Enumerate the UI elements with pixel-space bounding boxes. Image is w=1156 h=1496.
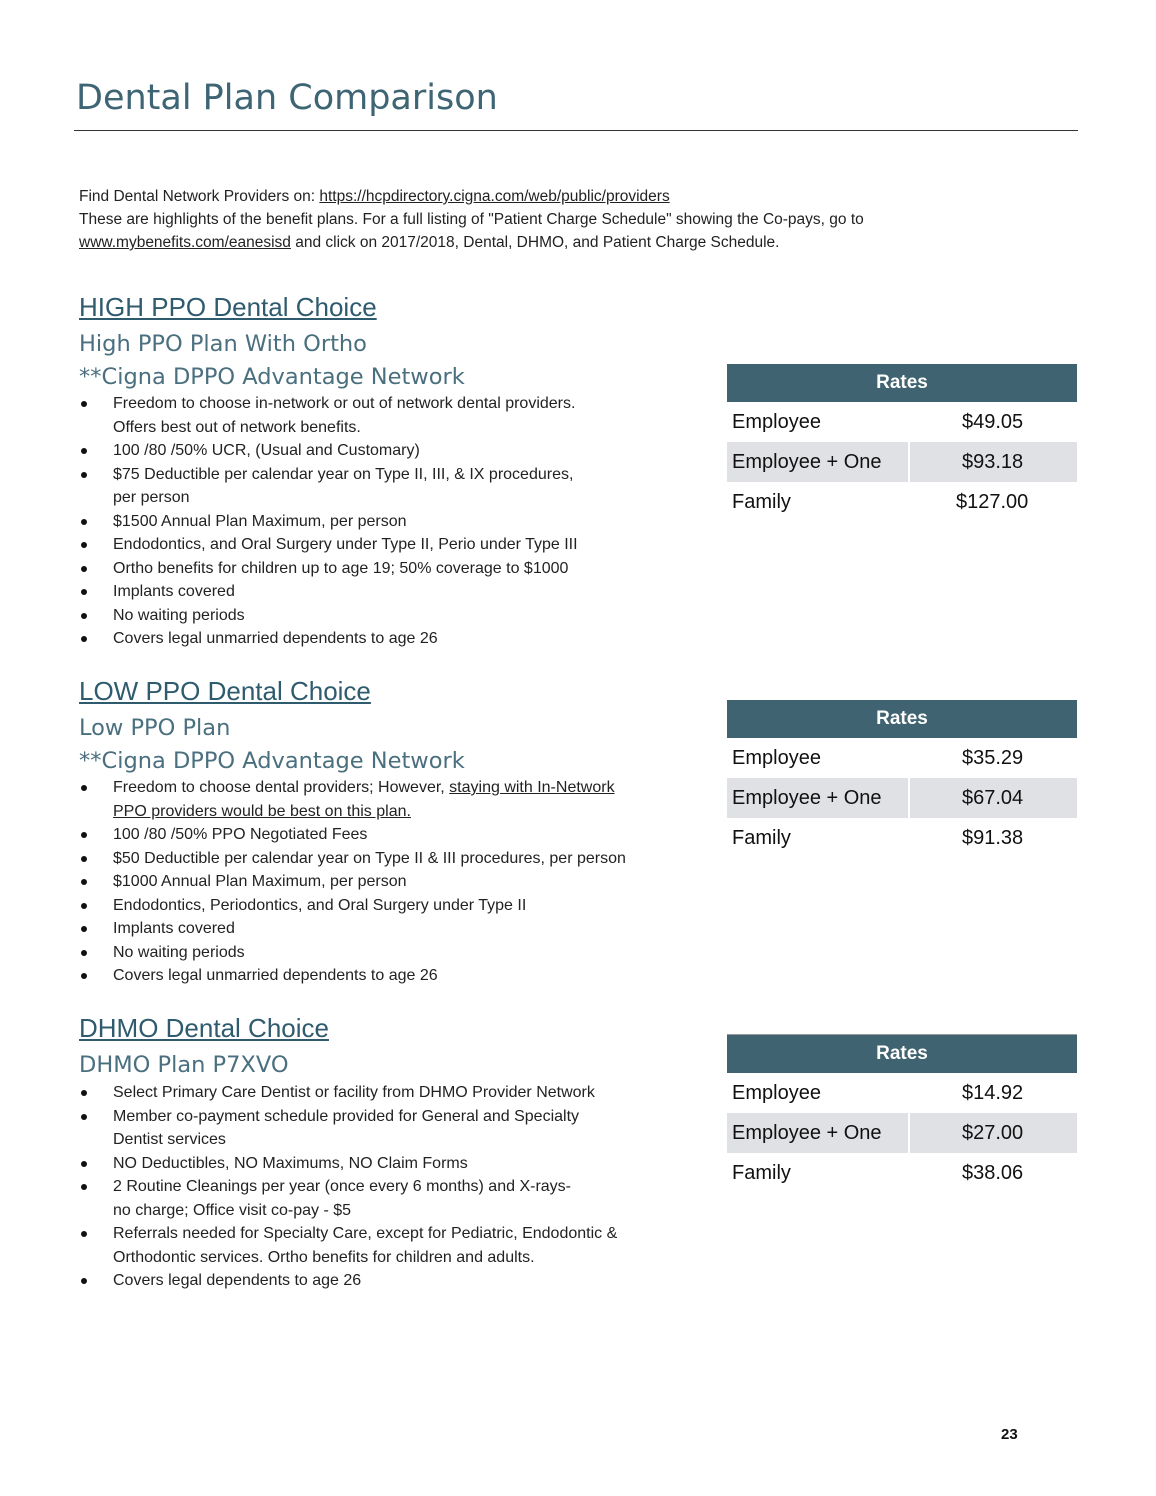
list-item (79, 580, 578, 604)
list-item-text: Covers legal unmarried dependents to age 26 (113, 967, 438, 984)
low-ppo-subheading: Low PPO Plan (79, 715, 231, 741)
list-item-text: NO Deductibles, NO Maximums, NO Claim Forms (113, 1154, 468, 1172)
list-item (79, 533, 578, 557)
mybenefits-link[interactable]: www.mybenefits.com/eanesisd (79, 234, 291, 251)
list-item-line (113, 776, 626, 800)
bullet-dot (81, 950, 87, 956)
list-item (79, 964, 626, 988)
rate-value: $27.00 (910, 1113, 1077, 1153)
list-item-text: No waiting periods (113, 943, 245, 961)
list-item-text: per person (113, 489, 190, 506)
bullet-dot (81, 903, 87, 909)
list-item-text: Ortho benefits for children up to age 19; 50% coverage to $1000 (113, 559, 569, 577)
rate-value: $35.29 (962, 747, 1024, 769)
rates-header: Rates (727, 700, 1077, 738)
bullet-dot (81, 589, 87, 595)
rate-value: $127.00 (956, 491, 1029, 513)
list-item (79, 941, 626, 965)
page-title: Dental Plan Comparison (76, 78, 498, 118)
rates-row (727, 1073, 1077, 1113)
high-ppo-subheading: High PPO Plan With Ortho (79, 331, 367, 357)
rates-header: Rates (727, 1035, 1077, 1073)
rates-row (727, 482, 1077, 522)
list-item (79, 1175, 617, 1222)
intro-line-3 (79, 231, 1059, 254)
list-item-text: Covers legal unmarried dependents to age 26 (113, 630, 438, 647)
list-item (79, 627, 578, 651)
page-number: 23 (1001, 1426, 1018, 1443)
title-divider (74, 130, 1078, 131)
list-item (79, 1105, 617, 1152)
list-item (79, 776, 626, 823)
list-item-emphasis-line: PPO providers would be best on this plan. (113, 802, 411, 820)
rates-row (727, 442, 1077, 482)
bullet-dot (81, 785, 87, 791)
intro-line-1-prefix: Find Dental Network Providers on: (79, 188, 320, 205)
rate-label: Family (732, 491, 791, 513)
list-item-text: Freedom to choose dental providers; However, (113, 779, 450, 796)
list-item (79, 917, 626, 941)
list-item (79, 823, 626, 847)
bullet-dot (81, 832, 87, 838)
list-item-text: Offers best out of network benefits. (113, 418, 361, 436)
rate-value: $14.92 (962, 1082, 1024, 1104)
intro-line-1 (79, 185, 1059, 208)
high-ppo-rates-table (727, 364, 1077, 522)
list-item (79, 392, 578, 439)
list-item-text: $50 Deductible per calendar year on Type II & III procedures, per person (113, 849, 626, 867)
list-item-text: Referrals needed for Specialty Care, except for Pediatric, Endodontic & (113, 1225, 618, 1242)
bullet-dot (81, 1184, 87, 1190)
dhmo-subheading: DHMO Plan P7XVO (79, 1052, 289, 1078)
list-item (79, 1222, 617, 1269)
list-item (79, 557, 578, 581)
list-item (79, 847, 626, 871)
rate-label: Family (732, 827, 791, 849)
low-ppo-bullet-list (79, 776, 626, 988)
list-item-text: 2 Routine Cleanings per year (once every 6 months) and X-rays- (113, 1178, 571, 1195)
list-item-text: Endodontics, Periodontics, and Oral Surgery under Type II (113, 896, 527, 914)
low-ppo-network: **Cigna DPPO Advantage Network (79, 748, 465, 774)
bullet-dot (81, 1161, 87, 1167)
rate-label: Employee (732, 747, 821, 769)
bullet-dot (81, 1231, 87, 1237)
bullet-dot (81, 636, 87, 642)
rates-row (727, 402, 1077, 442)
bullet-dot (81, 613, 87, 619)
high-ppo-heading: HIGH PPO Dental Choice (79, 292, 377, 322)
list-item-text: $1500 Annual Plan Maximum, per person (113, 512, 407, 530)
list-item-text: Implants covered (113, 583, 235, 600)
list-item-emphasis: staying with In-Network (449, 779, 615, 796)
dhmo-bullet-list (79, 1081, 617, 1293)
bullet-dot (81, 401, 87, 407)
list-item (79, 1269, 617, 1293)
rate-label: Family (732, 1162, 791, 1184)
list-item-text: No waiting periods (113, 606, 245, 624)
list-item-text: Select Primary Care Dentist or facility from DHMO Provider Network (113, 1084, 595, 1101)
list-item-text: $75 Deductible per calendar year on Type II, III, & IX procedures, (113, 465, 574, 483)
dhmo-rates-table (727, 1034, 1077, 1193)
rates-row (727, 1113, 1077, 1153)
rate-label: Employee (732, 411, 821, 433)
rates-row (727, 738, 1077, 778)
list-item (79, 1152, 617, 1176)
bullet-dot (81, 1090, 87, 1096)
list-item-text: Implants covered (113, 920, 235, 937)
list-item (79, 1081, 617, 1105)
rate-value: $49.05 (962, 411, 1024, 433)
list-item-text: $1000 Annual Plan Maximum, per person (113, 873, 407, 890)
list-item-text: Member co-payment schedule provided for General and Specialty (113, 1107, 580, 1125)
list-item (79, 870, 626, 894)
bullet-dot (81, 542, 87, 548)
rate-value: $38.06 (962, 1162, 1024, 1184)
rate-label: Employee (732, 1082, 821, 1104)
rates-header: Rates (727, 364, 1077, 402)
high-ppo-network: **Cigna DPPO Advantage Network (79, 364, 465, 390)
bullet-dot (81, 1278, 87, 1284)
bullet-dot (81, 472, 87, 478)
bullet-dot (81, 856, 87, 862)
high-ppo-bullet-list (79, 392, 578, 651)
bullet-dot (81, 519, 87, 525)
list-item (79, 510, 578, 534)
bullet-dot (81, 973, 87, 979)
low-ppo-rates-table (727, 700, 1077, 858)
list-item (79, 894, 626, 918)
intro-text (79, 185, 1059, 254)
list-item-text: Dentist services (113, 1131, 226, 1148)
list-item-text: 100 /80 /50% PPO Negotiated Fees (113, 826, 368, 843)
rate-label: Employee + One (727, 1113, 908, 1153)
rate-label: Employee + One (727, 778, 908, 818)
list-item (79, 439, 578, 463)
list-item-text: 100 /80 /50% UCR, (Usual and Customary) (113, 442, 420, 459)
low-ppo-heading: LOW PPO Dental Choice (79, 676, 371, 706)
intro-line-3-suffix: and click on 2017/2018, Dental, DHMO, and Patient Charge Schedule. (290, 234, 780, 251)
bullet-dot (81, 566, 87, 572)
rate-value: $91.38 (962, 827, 1024, 849)
rates-row (727, 778, 1077, 818)
list-item (79, 604, 578, 628)
list-item (79, 463, 578, 510)
dhmo-heading: DHMO Dental Choice (79, 1013, 329, 1043)
list-item-text: Freedom to choose in-network or out of network dental providers. (113, 395, 576, 412)
intro-line-2: These are highlights of the benefit plans. For a full listing of "Patient Charge Schedule" showing the Co-pays, go to (79, 211, 864, 228)
list-item-text: Covers legal dependents to age 26 (113, 1272, 362, 1289)
bullet-dot (81, 1114, 87, 1120)
provider-directory-link[interactable]: https://hcpdirectory.cigna.com/web/public/providers (319, 188, 670, 205)
bullet-dot (81, 879, 87, 885)
bullet-dot (81, 926, 87, 932)
rate-label: Employee + One (727, 442, 908, 482)
list-item-text: Endodontics, and Oral Surgery under Type II, Perio under Type III (113, 536, 578, 553)
list-item-text: Orthodontic services. Ortho benefits for children and adults. (113, 1248, 535, 1266)
bullet-dot (81, 448, 87, 454)
rates-row (727, 818, 1077, 858)
rate-value: $93.18 (910, 442, 1077, 482)
rates-row (727, 1153, 1077, 1193)
rate-value: $67.04 (910, 778, 1077, 818)
list-item-text: no charge; Office visit co-pay - $5 (113, 1201, 352, 1219)
